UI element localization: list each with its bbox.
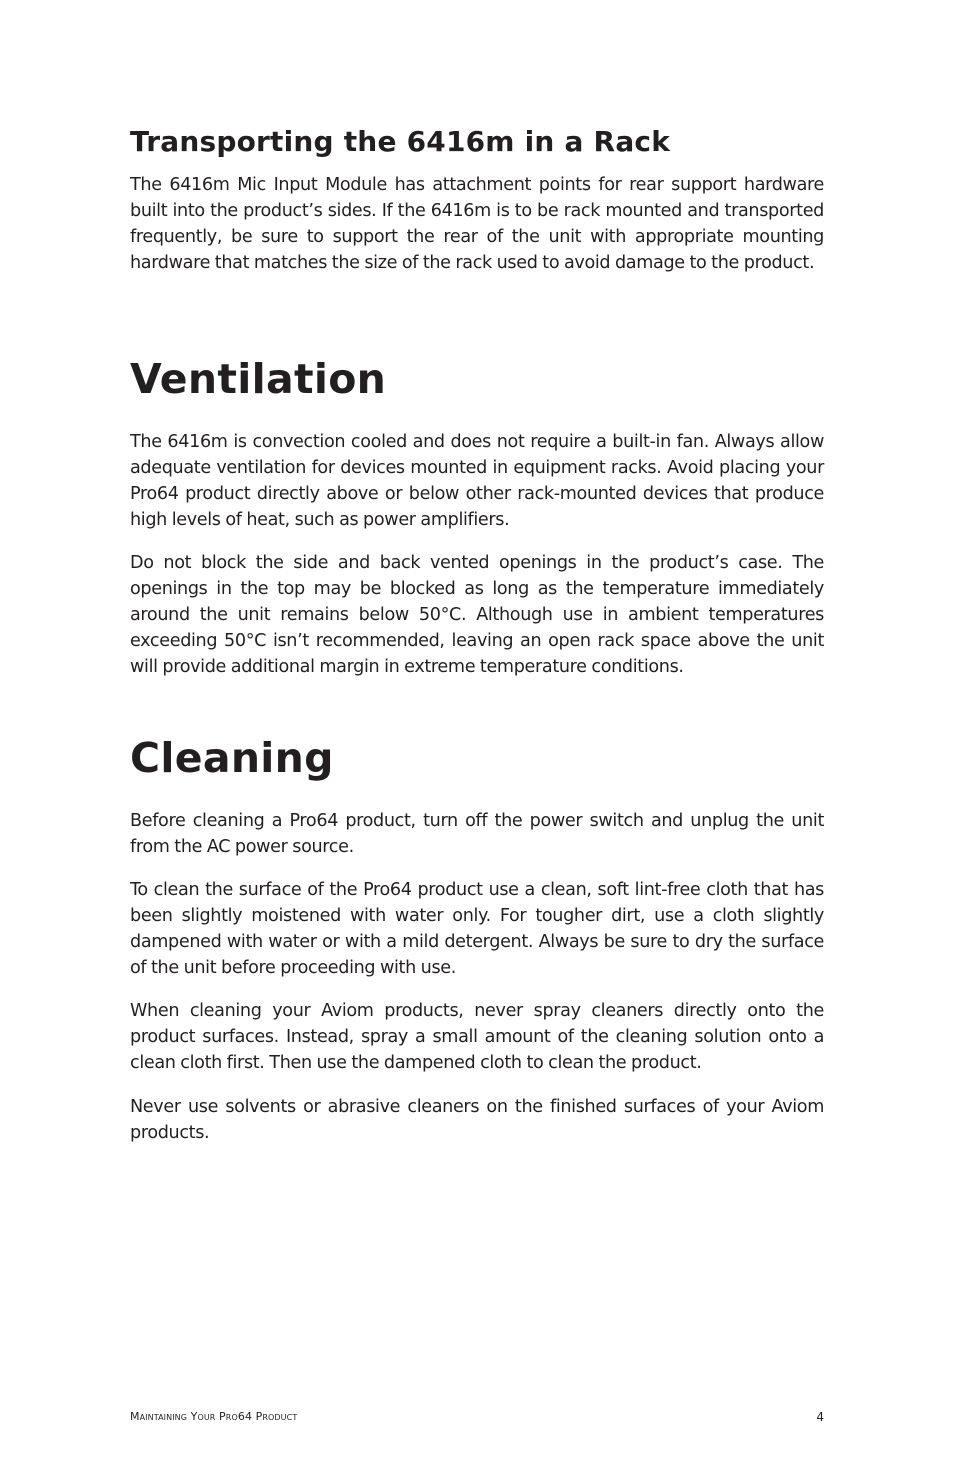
cleaning-paragraph-3: When cleaning your Aviom products, never spray cleaners directly onto the product surfaces. Instead, spray a small amount of the cleaning solution onto a clean cloth first. Then use the dampened cloth to clean the product. xyxy=(130,1001,824,1073)
cleaning-paragraph-2: To clean the surface of the Pro64 product use a clean, soft lint-free cloth that has been slightly moistened with water only. For tougher dirt, use a cloth slightly dampened with water or with a mild detergent. Always be sure to dry the surface of the unit before proceeding with use. xyxy=(130,880,824,978)
transport-heading: Transporting the 6416m in a Rack xyxy=(130,125,671,158)
ventilation-paragraph-1: The 6416m is convection cooled and does not require a built-in fan. Always allow adequate ventilation for devices mounted in equipment racks. Avoid placing your Pro64 product directly above or below other rack-mounted devices that produce high levels of heat, such as power amplifiers. xyxy=(130,432,824,530)
page-number: 4 xyxy=(816,1410,824,1424)
ventilation-paragraph-2: Do not block the side and back vented openings in the product’s case. The openings in the top may be blocked as long as the temperature immediately around the unit remains below 50°C. Although use in ambient temperatures exceeding 50°C isn’t recommended, leaving an open rack space above the unit will provide additional margin in extreme temperature conditions. xyxy=(130,553,824,677)
page-footer xyxy=(130,1407,824,1427)
cleaning-paragraph-4: Never use solvents or abrasive cleaners on the finished surfaces of your Aviom products. xyxy=(130,1097,824,1143)
cleaning-heading: Cleaning xyxy=(130,734,334,782)
transport-paragraph: The 6416m Mic Input Module has attachment points for rear support hardware built into the product’s sides. If the 6416m is to be rack mounted and transported frequently, be sure to support the rear of the unit with appropriate mounting hardware that matches the size of the rack used to avoid damage to the product. xyxy=(130,175,824,273)
footer-title: Maintaining Your Pro64 Product xyxy=(130,1410,298,1423)
ventilation-heading: Ventilation xyxy=(130,355,387,403)
cleaning-paragraph-1: Before cleaning a Pro64 product, turn off the power switch and unplug the unit from the AC power source. xyxy=(130,811,824,857)
